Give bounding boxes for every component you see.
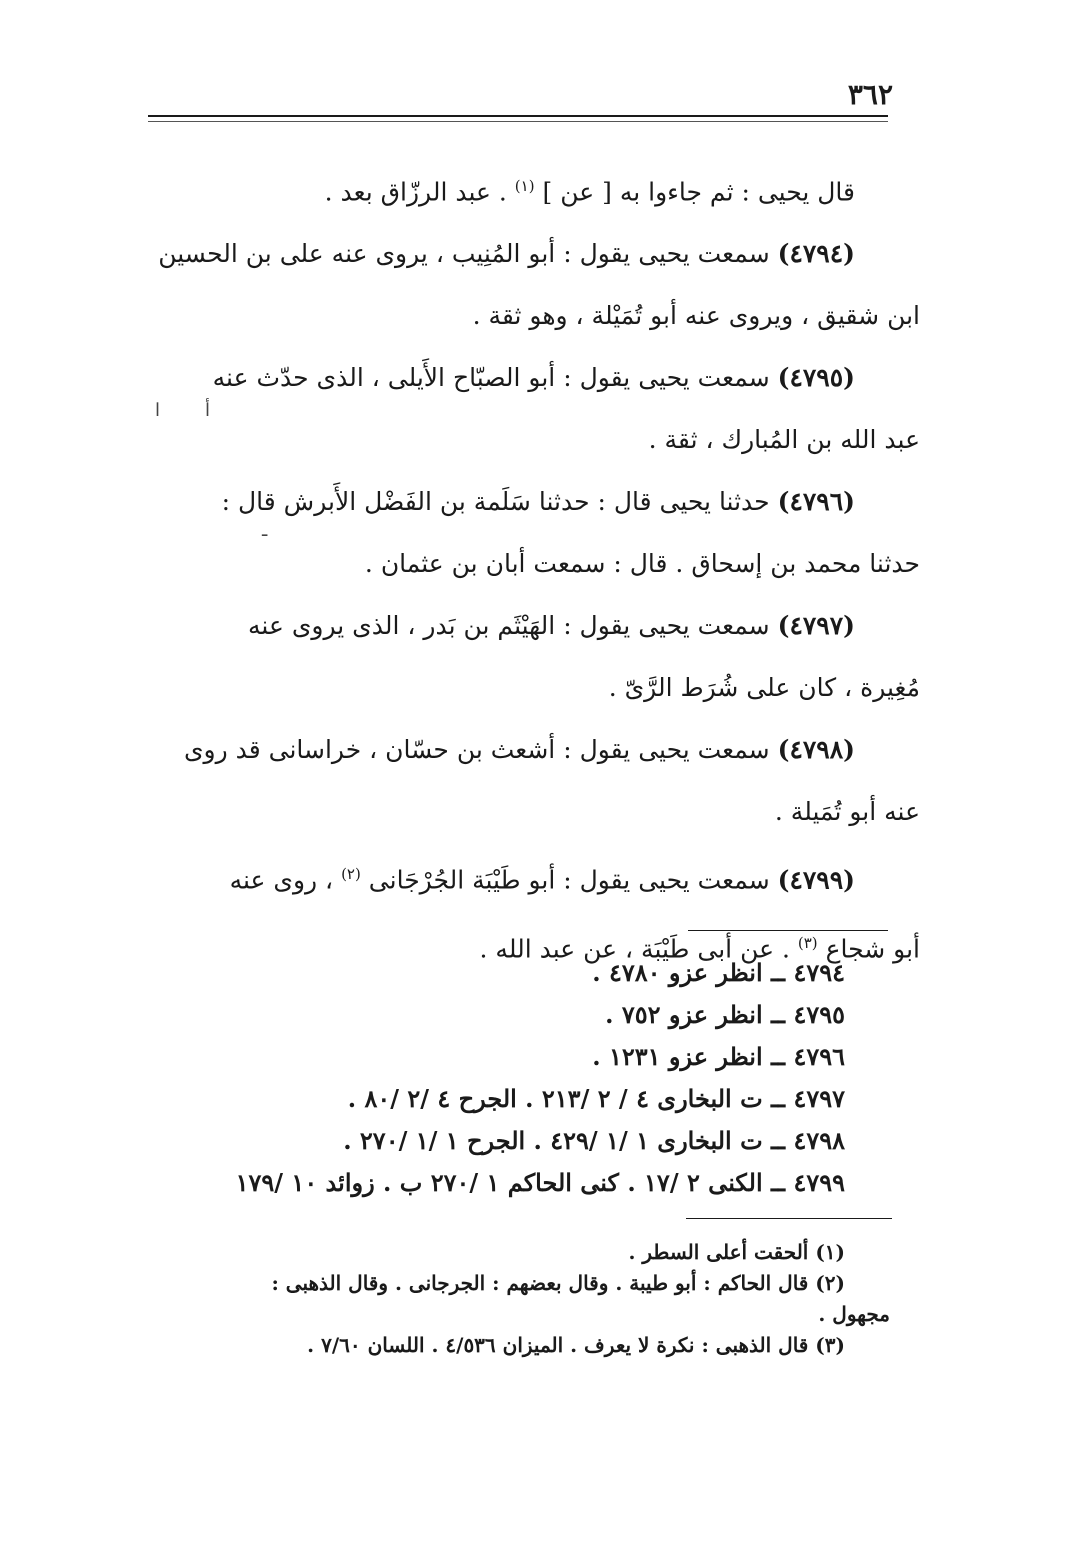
margin-mark: أ xyxy=(205,400,211,421)
paragraph-text: سمعت يحيى يقول : الهَيْثَم بن بَدر ، الذى يروى عنه xyxy=(248,611,770,641)
paragraph-intro xyxy=(155,155,885,223)
margin-mark: ا xyxy=(155,400,161,421)
footnote-rule xyxy=(686,1218,892,1219)
reference-line: ٤٧٩٤ ــ انظر عزو ٤٧٨٠ . xyxy=(592,958,845,987)
paragraph-line xyxy=(155,155,855,223)
entry-number: (٤٧٩٥) xyxy=(777,363,855,393)
paragraph-continuation: حدثنا محمد بن إسحاق . قال : سمعت أبان بن عثمان . xyxy=(364,549,920,579)
paragraph-text: حدثنا يحيى قال : حدثنا سَلَمة بن الفَضْل الأَبرش قال : xyxy=(221,487,770,517)
paragraph-continuation: مُغِيرة ، كان على شُرَط الرَّىّ . xyxy=(608,673,920,703)
entry-number: (٤٧٩٨) xyxy=(777,735,855,765)
paragraph-continuation: عبد الله بن المُبارك ، ثقة . xyxy=(648,425,920,455)
paragraph-text: سمعت يحيى يقول : أبو المُنِيب ، يروى عنه على بن الحسين xyxy=(158,239,770,269)
paragraph-line xyxy=(155,719,855,781)
footnote: (٢) قال الحاكم : أبو طيبة . وقال بعضهم : الجرجانى . وقال الذهبى : xyxy=(271,1271,845,1295)
paragraph-text: سمعت يحيى يقول : أبو الصبّاح الأَيلى ، الذى حدّث عنه xyxy=(212,363,770,393)
paragraph-continuation: عنه أبو تُمَيلة . xyxy=(774,797,920,827)
entry-number: (٤٧٩٦) xyxy=(777,487,855,517)
header-rule xyxy=(148,115,888,117)
paragraph-line xyxy=(155,471,855,533)
header-rule-secondary xyxy=(148,121,888,122)
reference-line: ٤٧٩٩ ــ الكنى ٢ /١٧ . كنى الحاكم ١ /٢٧٠ ب . زوائد ١٠ /١٧٩ xyxy=(235,1168,845,1197)
reference-line: ٤٧٩٧ ــ ت البخارى ٤ / ٢ /٢١٣ . الجرح ٤ /٢ /٨٠ . xyxy=(347,1084,845,1113)
entry-4795 xyxy=(155,347,920,471)
paragraph-line xyxy=(155,223,855,285)
reference-line: ٤٧٩٥ ــ انظر عزو ٧٥٢ . xyxy=(605,1000,845,1029)
references-list xyxy=(225,952,845,1204)
entry-4797 xyxy=(155,595,920,719)
footnote-marker: (٢) xyxy=(341,865,361,884)
entry-number: (٤٧٩٩) xyxy=(777,865,855,895)
paragraph-line xyxy=(155,843,855,911)
entry-4798 xyxy=(155,719,920,843)
section-rule xyxy=(688,930,888,931)
paragraph-text: أبو شجاع xyxy=(825,933,920,963)
paragraph-text: سمعت يحيى يقول : أشعث بن حسّان ، خراسانى قد روى xyxy=(183,735,770,765)
footnote: (١) ألحقت أعلى السطر . xyxy=(628,1240,845,1264)
page-number: ٣٦٢ xyxy=(847,78,893,111)
paragraph-text: ، روى عنه xyxy=(229,865,334,895)
paragraph-line xyxy=(155,347,855,409)
paragraph-text: قال يحيى : ثم جاءوا به [ عن ] xyxy=(542,177,855,207)
paragraph-line xyxy=(155,595,855,657)
footnotes xyxy=(145,1237,890,1361)
footnote-continuation: مجهول . xyxy=(818,1302,890,1326)
margin-mark: ـ xyxy=(262,520,268,541)
paragraph-text: . عبد الرزّاق بعد . xyxy=(324,177,507,207)
paragraph-text: سمعت يحيى يقول : أبو طَيْبَة الجُرْجَانى xyxy=(368,865,770,895)
reference-line: ٤٧٩٦ ــ انظر عزو ١٢٣١ . xyxy=(592,1042,845,1071)
entry-4794 xyxy=(155,223,920,347)
paragraph-continuation: ابن شقيق ، ويروى عنه أبو تُمَيْلة ، وهو ثقة . xyxy=(472,301,920,331)
reference-line: ٤٧٩٨ ــ ت البخارى ١ /١ /٤٢٩ . الجرح ١ /١ /٢٧٠ . xyxy=(343,1126,845,1155)
paragraph-text: . عن أبى طَيْبَة ، عن عبد الله . xyxy=(479,933,790,963)
entry-number: (٤٧٩٧) xyxy=(777,611,855,641)
entry-number: (٤٧٩٤) xyxy=(777,239,855,269)
footnote-marker: (١) xyxy=(514,177,535,195)
footnote: (٣) قال الذهبى : نكرة لا يعرف . الميزان ٤/٥٣٦ . اللسان ٧/٦٠ . xyxy=(307,1333,845,1357)
footnote-marker: (٣) xyxy=(797,933,818,952)
main-text xyxy=(155,155,920,980)
